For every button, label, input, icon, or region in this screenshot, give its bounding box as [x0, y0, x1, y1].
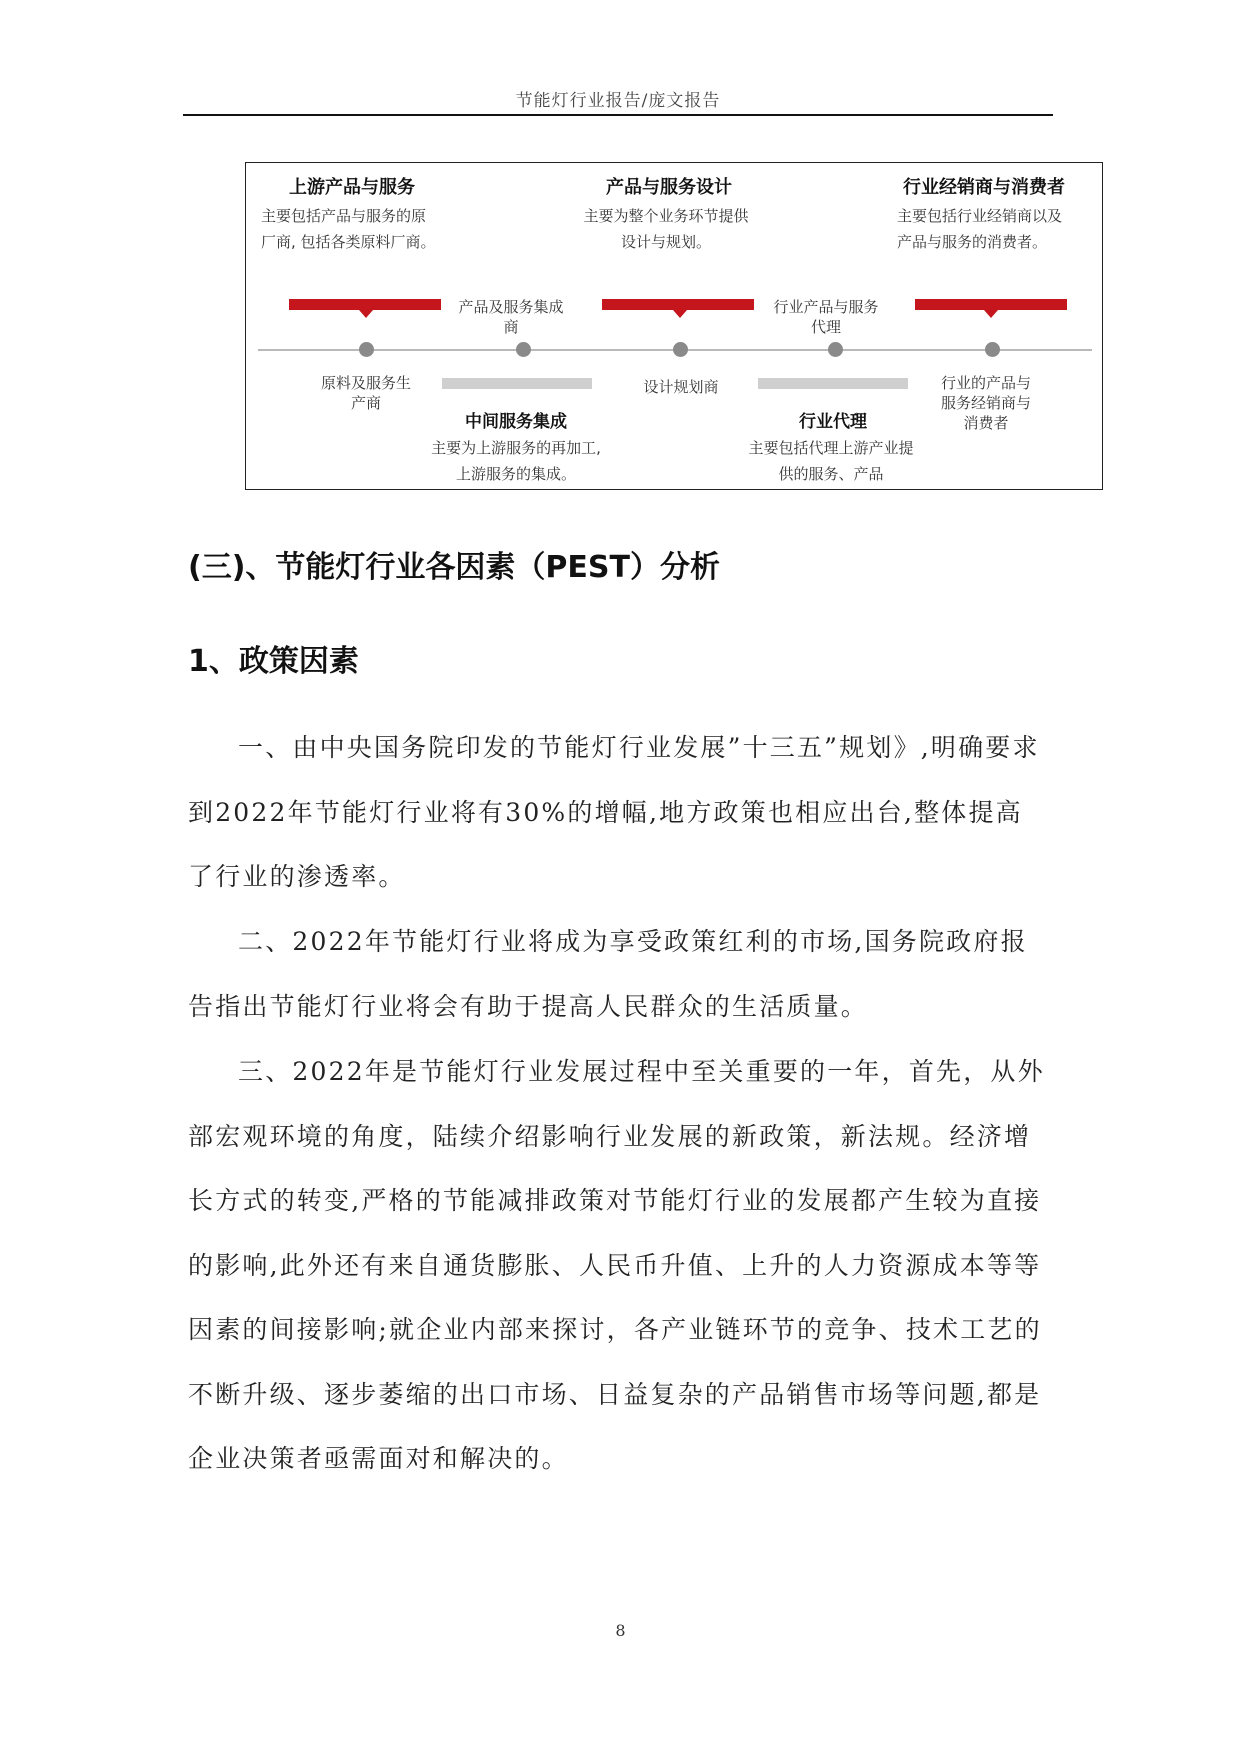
- design-red-pointer: [673, 310, 687, 318]
- distributor-red-bar: [915, 299, 1067, 310]
- agency-link-label: 行业产品与服务 代理: [773, 298, 879, 336]
- node-dot-agency: [828, 342, 843, 357]
- page-header: 节能灯行业报告/庞文报告: [515, 91, 721, 111]
- upstream-desc: 主要包括产品与服务的原 厂商, 包括各类原料厂商。: [261, 207, 436, 251]
- distributor-red-pointer: [984, 310, 998, 318]
- upstream-red-bar: [289, 299, 441, 310]
- distributor-title: 行业经销商与消费者: [903, 177, 1065, 198]
- header-rule: [183, 114, 1053, 116]
- agency-gray-bar: [758, 378, 908, 389]
- integration-gray-bar: [442, 378, 592, 389]
- paragraph-2: 二、2022年节能灯行业将成为享受政策红利的市场,国务院政府报告指出节能灯行业将会有助于提高人民群众的生活质量。: [188, 927, 1028, 1021]
- industry-chain-diagram: [245, 162, 1103, 490]
- subsection-heading: 1、政策因素: [188, 644, 359, 679]
- page-number: 8: [615, 1621, 626, 1640]
- paragraph-3: 三、2022年是节能灯行业发展过程中至关重要的一年，首先，从外部宏观环境的角度，陆续介绍影响行业发展的新政策，新法规。经济增长方式的转变,严格的节能减排政策对节能灯行业的发展都产生较为直接的影响,此外还有来自通货膨胀、人民币升值、上升的人力资源成本等等因素的间接影响;就企业内部来探讨，各产业链环节的竞争、技术工艺的不断升级、逐步萎缩的出口市场、日益复杂的产品销售市场等问题,都是企业决策者亟需面对和解决的。: [188, 1057, 1045, 1473]
- design-desc: 主要为整个业务环节提供 设计与规划。: [583, 207, 749, 251]
- node-dot-integration: [516, 342, 531, 357]
- upstream-red-pointer: [359, 310, 373, 318]
- agency-title: 行业代理: [799, 412, 867, 432]
- node-dot-distributor: [985, 342, 1000, 357]
- design-red-bar: [602, 299, 754, 310]
- design-planner-label: 设计规划商: [643, 378, 719, 396]
- agency-desc: 主要包括代理上游产业提 供的服务、产品: [748, 439, 914, 483]
- node-dot-design: [673, 342, 688, 357]
- distributor-desc: 主要包括行业经销商以及 产品与服务的消费者。: [897, 207, 1063, 251]
- raw-material-label: 原料及服务生 产商: [320, 374, 411, 412]
- section-heading: (三)、节能灯行业各因素（PEST）分析: [188, 550, 720, 585]
- upstream-title: 上游产品与服务: [289, 177, 415, 198]
- integration-title: 中间服务集成: [465, 412, 567, 432]
- paragraph-1: 一、由中央国务院印发的节能灯行业发展”十三五”规划》,明确要求到2022年节能灯行业将有30%的增幅,地方政策也相应出台,整体提高了行业的渗透率。: [188, 733, 1040, 891]
- node-dot-raw: [359, 342, 374, 357]
- integration-link-label: 产品及服务集成 商: [458, 298, 564, 336]
- distributor-consumer-label: 行业的产品与 服务经销商与 消费者: [940, 374, 1031, 432]
- design-title: 产品与服务设计: [606, 177, 732, 198]
- integration-desc: 主要为上游服务的再加工, 上游服务的集成。: [431, 439, 601, 483]
